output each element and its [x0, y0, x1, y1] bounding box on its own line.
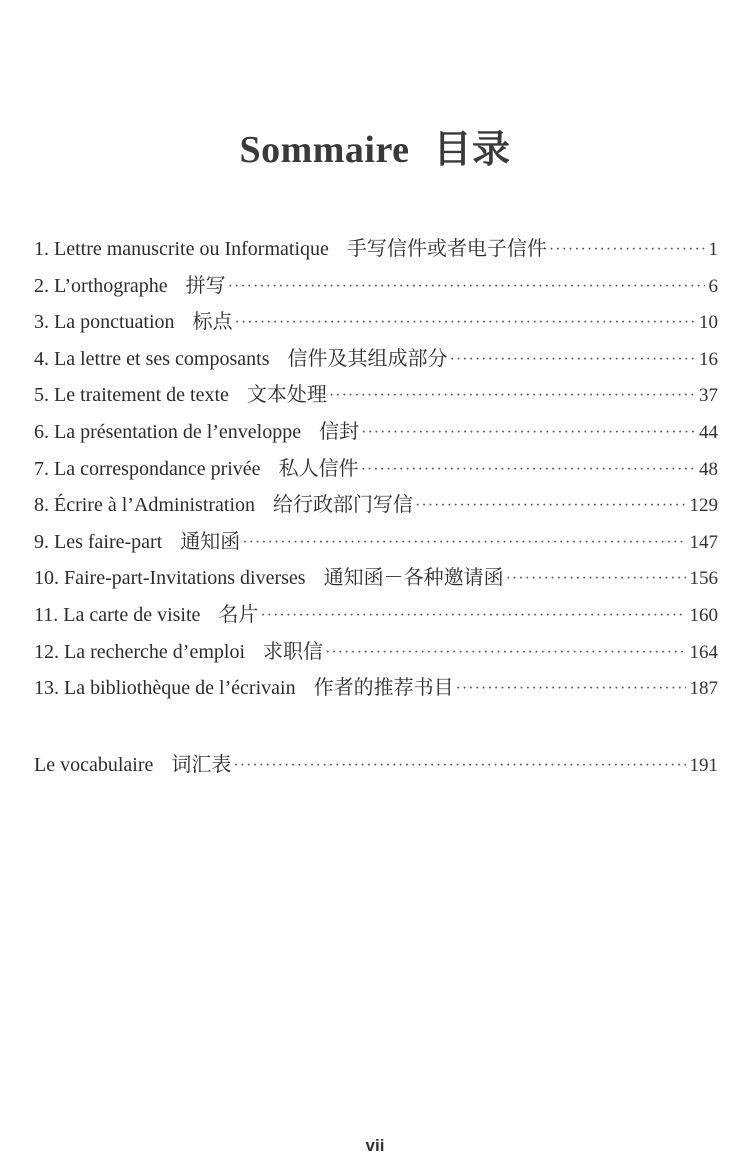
vocabulary-section [34, 748, 718, 785]
toc-entry-page: 48 [699, 458, 718, 480]
toc-entry-label: 9. Les faire-part [34, 530, 163, 553]
page-title [0, 118, 750, 173]
toc-entry-chinese: 通知函 [180, 528, 241, 553]
toc-entry-label: 6. La présentation de l’enveloppe [34, 420, 302, 443]
toc-entry-label: Le vocabulaire [34, 754, 154, 776]
toc-entry-chinese: 给行政部门写信 [273, 492, 414, 517]
toc-entry-chinese: 求职信 [263, 638, 324, 663]
dot-leader [242, 534, 685, 552]
toc-entry-label: 8. Écrire à l’Administration [34, 494, 256, 517]
toc-entry [34, 525, 718, 562]
toc-entry-label: 2. L’orthographe [34, 274, 168, 297]
toc-entry-chinese: 标点 [192, 309, 233, 334]
toc-entry [34, 415, 718, 452]
toc-entry-page: 1 [708, 239, 718, 260]
toc-entry-chinese: 作者的推荐书目 [313, 675, 454, 700]
toc-entry-page: 129 [689, 495, 718, 517]
toc-entry-page: 191 [689, 755, 718, 776]
dot-leader [260, 607, 685, 625]
dot-leader [329, 387, 695, 405]
toc-entry-label: 7. La correspondance privée [34, 457, 261, 480]
dot-leader [235, 314, 695, 332]
toc-entry-page: 160 [689, 604, 718, 626]
toc-entry-page: 187 [689, 678, 718, 700]
dot-leader [228, 278, 705, 296]
toc-entry [34, 378, 718, 415]
toc-entry-page: 10 [699, 312, 718, 334]
table-of-contents [34, 232, 718, 708]
toc-entry-label: 3. La ponctuation [34, 311, 175, 334]
toc-entry [34, 598, 718, 635]
toc-entry [34, 232, 718, 269]
toc-entry [34, 305, 718, 342]
toc-entry-vocabulary [34, 748, 718, 785]
dot-leader [506, 570, 686, 588]
toc-entry [34, 452, 718, 489]
toc-entry [34, 488, 718, 525]
dot-leader [456, 680, 686, 698]
toc-entry-chinese: 私人信件 [278, 455, 359, 480]
toc-entry-label: 12. La recherche d’emploi [34, 640, 246, 663]
dot-leader [415, 497, 685, 515]
toc-entry-page: 37 [699, 385, 718, 407]
toc-entry-chinese: 词汇表 [171, 752, 232, 776]
toc-entry-label: 11. La carte de visite [34, 603, 201, 626]
toc-entry-label: 1. Lettre manuscrite ou Informatique [34, 238, 329, 260]
toc-entry-page: 164 [689, 641, 718, 663]
toc-entry [34, 269, 718, 306]
toc-entry-label: 4. La lettre et ses composants [34, 347, 270, 370]
toc-entry-chinese: 名片 [218, 601, 259, 626]
dot-leader [549, 241, 705, 259]
toc-entry-chinese: 通知函－各种邀请函 [323, 565, 504, 590]
toc-entry [34, 635, 718, 672]
title-chinese: 目录 [433, 127, 511, 171]
toc-entry-chinese: 拼写 [185, 272, 226, 297]
toc-entry-page: 44 [699, 421, 718, 443]
title-french: Sommaire [239, 129, 410, 171]
toc-entry-chinese: 信封 [319, 418, 360, 443]
toc-entry [34, 561, 718, 598]
dot-leader [361, 424, 695, 442]
toc-entry-page: 6 [708, 275, 718, 297]
toc-entry-page: 16 [699, 348, 718, 370]
toc-entry-label: 10. Faire-part-Invitations diverses [34, 567, 306, 590]
page-number: vii [365, 1136, 385, 1155]
toc-entry-label: 5. Le traitement de texte [34, 384, 229, 407]
toc-entry-chinese: 文本处理 [246, 382, 327, 407]
toc-entry [34, 671, 718, 708]
toc-entry [34, 342, 718, 379]
toc-entry-page: 156 [689, 568, 718, 590]
dot-leader [233, 757, 685, 775]
toc-entry-chinese: 手写信件或者电子信件 [346, 236, 547, 260]
toc-entry-page: 147 [689, 531, 718, 553]
toc-entry-label: 13. La bibliothèque de l’écrivain [34, 677, 296, 700]
dot-leader [361, 461, 695, 479]
toc-entry-chinese: 信件及其组成部分 [287, 345, 448, 370]
dot-leader [325, 644, 685, 662]
dot-leader [450, 351, 696, 369]
